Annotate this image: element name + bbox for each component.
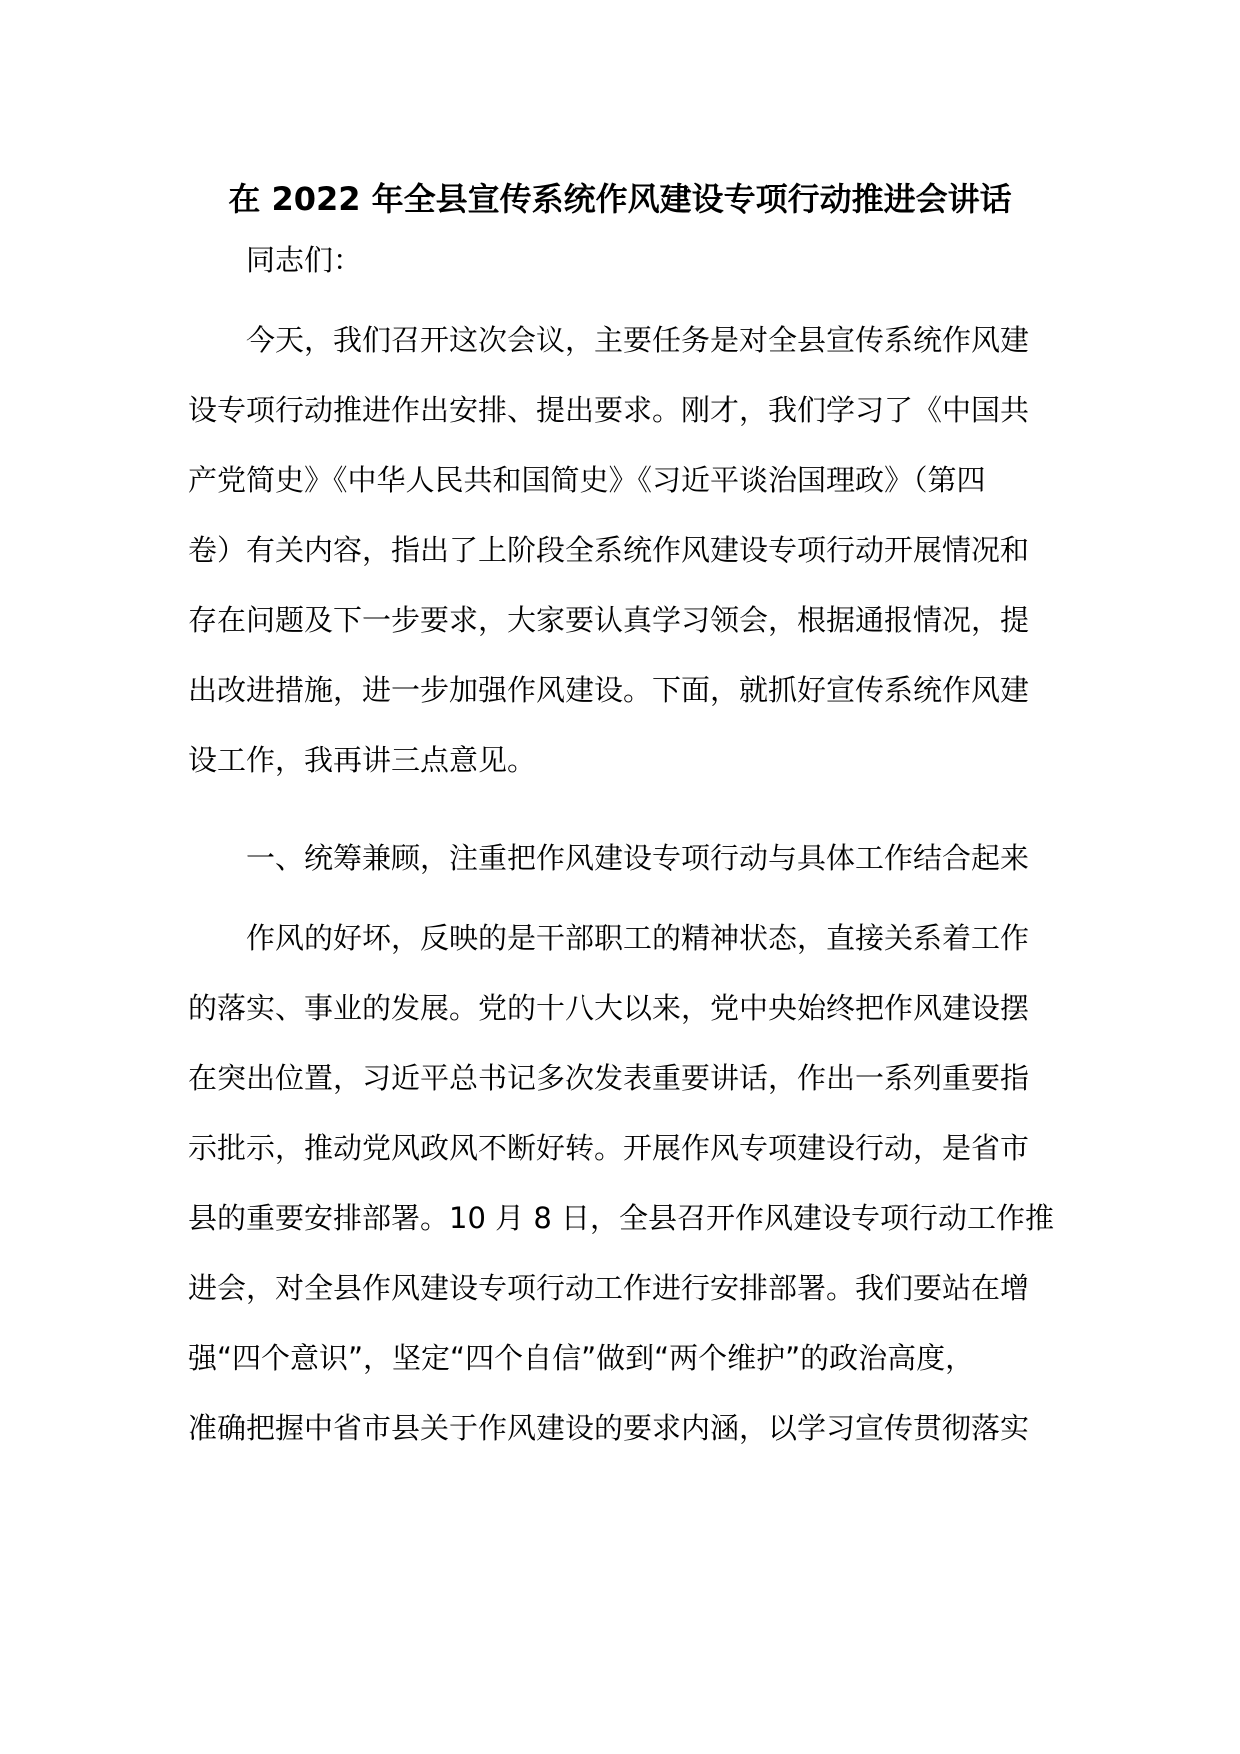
document-title: 在 2022 年全县宣传系统作风建设专项行动推进会讲话 xyxy=(228,180,1012,218)
paragraph-1-line-5: 存在问题及下一步要求，大家要认真学习领会，根据通报情况，提 xyxy=(188,603,1030,637)
paragraph-1-line-4: 卷）有关内容，指出了上阶段全系统作风建设专项行动开展情况和 xyxy=(188,533,1030,567)
paragraph-2-line-8: 准确把握中省市县关于作风建设的要求内涵，以学习宣传贯彻落实 xyxy=(188,1411,1030,1445)
salutation: 同志们： xyxy=(246,243,363,277)
paragraph-2-line-2: 的落实、事业的发展。党的十八大以来，党中央始终把作风建设摆 xyxy=(188,991,1030,1025)
paragraph-2-line-4: 示批示，推动党风政风不断好转。开展作风专项建设行动，是省市 xyxy=(188,1131,1030,1165)
paragraph-1-line-2: 设专项行动推进作出安排、提出要求。刚才，我们学习了《中国共 xyxy=(188,393,1030,427)
paragraph-2-line-5: 县的重要安排部署。10 月 8 日，全县召开作风建设专项行动工作推 xyxy=(188,1201,1055,1235)
paragraph-1-line-3: 产党简史》《中华人民共和国简史》《习近平谈治国理政》（第四 xyxy=(188,463,986,497)
paragraph-2-line-3: 在突出位置，习近平总书记多次发表重要讲话，作出一系列重要指 xyxy=(188,1061,1030,1095)
paragraph-1-line-7: 设工作，我再讲三点意见。 xyxy=(188,743,537,777)
paragraph-2-line-1: 作风的好坏，反映的是干部职工的精神状态，直接关系着工作 xyxy=(246,921,1030,955)
paragraph-2-line-6: 进会，对全县作风建设专项行动工作进行安排部署。我们要站在增 xyxy=(188,1271,1030,1305)
paragraph-2-line-7: 强“四个意识”，坚定“四个自信”做到“两个维护”的政治高度， xyxy=(188,1341,975,1375)
paragraph-1-line-1: 今天，我们召开这次会议，主要任务是对全县宣传系统作风建 xyxy=(246,323,1030,357)
section-heading-1: 一、统筹兼顾，注重把作风建设专项行动与具体工作结合起来 xyxy=(246,841,1030,875)
paragraph-1-line-6: 出改进措施，进一步加强作风建设。下面，就抓好宣传系统作风建 xyxy=(188,673,1030,707)
